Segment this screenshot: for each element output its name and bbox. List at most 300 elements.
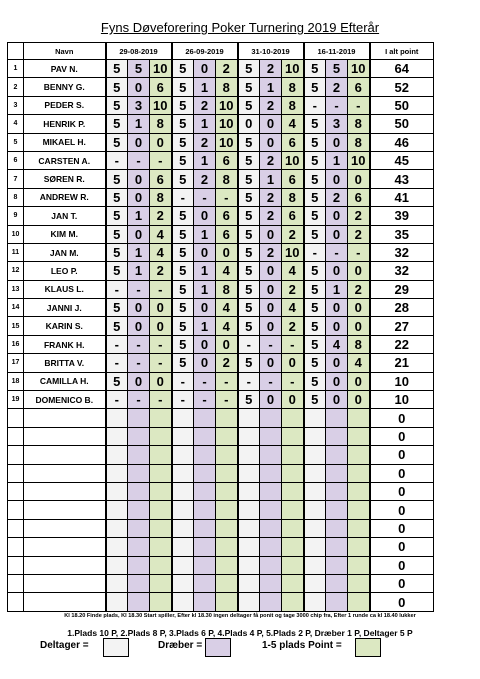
killer-points-cell xyxy=(128,519,150,537)
killer-points-cell: 3 xyxy=(128,96,150,114)
participant-points-cell: 5 xyxy=(304,115,326,133)
killer-points-cell: 2 xyxy=(194,170,216,188)
killer-points-cell: 2 xyxy=(194,96,216,114)
participant-points-cell: - xyxy=(106,151,128,169)
killer-points-cell: - xyxy=(194,391,216,409)
legend-participant-label: Deltager = xyxy=(40,640,89,651)
empty-row xyxy=(8,519,434,537)
total-points: 43 xyxy=(370,170,434,188)
player-name: FRANK H. xyxy=(24,335,106,353)
participant-points-cell xyxy=(106,574,128,592)
player-row xyxy=(8,335,434,353)
killer-points-cell xyxy=(260,556,282,574)
killer-points-cell xyxy=(194,538,216,556)
place-points-cell: 10 xyxy=(216,115,238,133)
place-points-cell: 4 xyxy=(282,115,304,133)
player-name: DOMENICO B. xyxy=(24,391,106,409)
killer-points-cell: 0 xyxy=(260,133,282,151)
place-points-cell: 4 xyxy=(216,262,238,280)
empty-row xyxy=(8,574,434,592)
player-name: HENRIK P. xyxy=(24,115,106,133)
place-points-cell xyxy=(150,593,172,611)
place-points-cell xyxy=(282,593,304,611)
place-points-cell: 2 xyxy=(216,60,238,78)
killer-points-cell xyxy=(128,593,150,611)
participant-points-cell: 5 xyxy=(238,262,260,280)
killer-points-cell: 0 xyxy=(128,225,150,243)
row-index: 2 xyxy=(8,78,24,96)
player-row xyxy=(8,317,434,335)
place-points-cell xyxy=(282,538,304,556)
participant-points-cell: 5 xyxy=(304,60,326,78)
participant-points-cell: 0 xyxy=(238,115,260,133)
killer-points-cell xyxy=(128,409,150,427)
place-points-cell: 0 xyxy=(282,391,304,409)
participant-points-cell xyxy=(172,593,194,611)
player-name xyxy=(24,501,106,519)
player-name: PAV N. xyxy=(24,60,106,78)
player-row xyxy=(8,78,434,96)
legend-place-points-swatch xyxy=(355,638,381,657)
participant-points-cell: 5 xyxy=(304,317,326,335)
row-index: 11 xyxy=(8,243,24,261)
empty-row xyxy=(8,427,434,445)
participant-points-cell xyxy=(106,464,128,482)
participant-points-cell: 5 xyxy=(238,225,260,243)
player-name xyxy=(24,446,106,464)
participant-points-cell xyxy=(172,464,194,482)
participant-points-cell: 5 xyxy=(172,299,194,317)
participant-points-cell: - xyxy=(172,188,194,206)
total-points: 50 xyxy=(370,115,434,133)
killer-points-cell xyxy=(260,593,282,611)
player-name: BRITTA V. xyxy=(24,354,106,372)
place-points-cell: 6 xyxy=(216,225,238,243)
participant-points-cell xyxy=(304,538,326,556)
killer-points-cell: - xyxy=(128,354,150,372)
participant-points-cell: 5 xyxy=(172,96,194,114)
killer-points-cell: 1 xyxy=(194,151,216,169)
total-points: 29 xyxy=(370,280,434,298)
total-points: 22 xyxy=(370,335,434,353)
killer-points-cell xyxy=(326,593,348,611)
place-points-cell: 8 xyxy=(282,78,304,96)
killer-points-cell: 0 xyxy=(326,207,348,225)
participant-points-cell: 5 xyxy=(238,299,260,317)
player-row xyxy=(8,225,434,243)
place-points-cell: 6 xyxy=(282,133,304,151)
killer-points-cell xyxy=(260,519,282,537)
place-points-cell: 2 xyxy=(348,280,370,298)
player-name: KLAUS L. xyxy=(24,280,106,298)
participant-points-cell: 5 xyxy=(304,188,326,206)
total-points: 32 xyxy=(370,243,434,261)
row-index: 9 xyxy=(8,207,24,225)
total-points: 0 xyxy=(370,464,434,482)
participant-points-cell: 5 xyxy=(304,133,326,151)
participant-points-cell xyxy=(172,482,194,500)
place-points-cell xyxy=(150,501,172,519)
place-points-cell xyxy=(348,538,370,556)
total-points: 35 xyxy=(370,225,434,243)
player-name: LEO P. xyxy=(24,262,106,280)
killer-points-cell xyxy=(326,446,348,464)
place-points-cell: 10 xyxy=(282,60,304,78)
participant-points-cell xyxy=(106,593,128,611)
place-points-cell: 2 xyxy=(282,280,304,298)
killer-points-cell xyxy=(326,409,348,427)
killer-points-cell: 4 xyxy=(326,335,348,353)
killer-points-cell xyxy=(194,427,216,445)
place-points-cell xyxy=(216,501,238,519)
total-points: 39 xyxy=(370,207,434,225)
place-points-cell xyxy=(348,482,370,500)
killer-points-cell: 2 xyxy=(194,133,216,151)
place-points-cell: 4 xyxy=(282,299,304,317)
place-points-cell: 8 xyxy=(216,78,238,96)
player-row xyxy=(8,115,434,133)
place-points-cell: 6 xyxy=(282,170,304,188)
header-date-1: 29-08-2019 xyxy=(106,43,172,60)
place-points-cell xyxy=(282,409,304,427)
player-name xyxy=(24,556,106,574)
total-points: 0 xyxy=(370,574,434,592)
participant-points-cell xyxy=(106,501,128,519)
place-points-cell: 0 xyxy=(216,243,238,261)
participant-points-cell xyxy=(172,538,194,556)
killer-points-cell: 2 xyxy=(260,188,282,206)
killer-points-cell: 1 xyxy=(128,262,150,280)
participant-points-cell: - xyxy=(304,243,326,261)
place-points-cell: 0 xyxy=(150,133,172,151)
row-index: 16 xyxy=(8,335,24,353)
killer-points-cell: 1 xyxy=(194,280,216,298)
place-points-cell xyxy=(216,446,238,464)
place-points-cell: 6 xyxy=(150,170,172,188)
player-name xyxy=(24,538,106,556)
participant-points-cell xyxy=(172,574,194,592)
row-index xyxy=(8,593,24,611)
place-points-cell xyxy=(150,446,172,464)
killer-points-cell: 0 xyxy=(194,354,216,372)
total-points: 64 xyxy=(370,60,434,78)
killer-points-cell: 0 xyxy=(128,170,150,188)
participant-points-cell: 5 xyxy=(238,133,260,151)
participant-points-cell xyxy=(238,446,260,464)
player-name: JAN T. xyxy=(24,207,106,225)
place-points-cell: 8 xyxy=(282,188,304,206)
place-points-cell: 0 xyxy=(150,299,172,317)
participant-points-cell: 5 xyxy=(238,207,260,225)
participant-points-cell xyxy=(238,574,260,592)
total-points: 0 xyxy=(370,427,434,445)
killer-points-cell: 0 xyxy=(326,133,348,151)
killer-points-cell: - xyxy=(128,391,150,409)
place-points-cell xyxy=(282,519,304,537)
row-index: 6 xyxy=(8,151,24,169)
killer-points-cell: 0 xyxy=(194,299,216,317)
participant-points-cell: 5 xyxy=(106,207,128,225)
place-points-cell: 0 xyxy=(348,317,370,335)
participant-points-cell: 5 xyxy=(106,60,128,78)
participant-points-cell xyxy=(304,556,326,574)
killer-points-cell: 0 xyxy=(128,317,150,335)
total-points: 0 xyxy=(370,446,434,464)
player-name xyxy=(24,593,106,611)
participant-points-cell: 5 xyxy=(172,262,194,280)
killer-points-cell: - xyxy=(128,335,150,353)
player-row xyxy=(8,170,434,188)
player-row xyxy=(8,207,434,225)
player-name: JAN M. xyxy=(24,243,106,261)
killer-points-cell: - xyxy=(260,372,282,390)
killer-points-cell: - xyxy=(326,243,348,261)
killer-points-cell xyxy=(194,519,216,537)
place-points-cell xyxy=(282,427,304,445)
header-date-2: 26-09-2019 xyxy=(172,43,238,60)
header-index xyxy=(8,43,24,60)
place-points-cell: 8 xyxy=(348,335,370,353)
place-points-cell xyxy=(150,482,172,500)
place-points-cell: 8 xyxy=(282,96,304,114)
killer-points-cell: 0 xyxy=(326,225,348,243)
participant-points-cell xyxy=(172,519,194,537)
killer-points-cell xyxy=(194,409,216,427)
killer-points-cell: 1 xyxy=(194,317,216,335)
place-points-cell xyxy=(216,464,238,482)
killer-points-cell: 1 xyxy=(260,78,282,96)
participant-points-cell: 5 xyxy=(106,299,128,317)
killer-points-cell xyxy=(194,556,216,574)
total-points: 28 xyxy=(370,299,434,317)
killer-points-cell: 0 xyxy=(194,243,216,261)
place-points-cell: 2 xyxy=(150,207,172,225)
place-points-cell: - xyxy=(216,188,238,206)
participant-points-cell xyxy=(304,482,326,500)
participant-points-cell: 5 xyxy=(106,262,128,280)
place-points-cell xyxy=(348,446,370,464)
participant-points-cell xyxy=(238,519,260,537)
participant-points-cell: 5 xyxy=(304,225,326,243)
participant-points-cell: 5 xyxy=(238,151,260,169)
participant-points-cell xyxy=(172,409,194,427)
killer-points-cell: 1 xyxy=(128,115,150,133)
place-points-cell xyxy=(348,519,370,537)
participant-points-cell: 5 xyxy=(238,391,260,409)
place-points-cell: 6 xyxy=(348,188,370,206)
participant-points-cell: - xyxy=(106,391,128,409)
player-row xyxy=(8,60,434,78)
participant-points-cell xyxy=(304,501,326,519)
place-points-cell: 0 xyxy=(348,299,370,317)
killer-points-cell xyxy=(128,538,150,556)
row-index xyxy=(8,519,24,537)
killer-points-cell: 0 xyxy=(260,317,282,335)
place-points-cell: - xyxy=(150,335,172,353)
place-points-cell: 0 xyxy=(216,335,238,353)
row-index: 15 xyxy=(8,317,24,335)
place-points-cell xyxy=(348,556,370,574)
header-name: Navn xyxy=(24,43,106,60)
killer-points-cell: - xyxy=(326,96,348,114)
participant-points-cell: 5 xyxy=(172,354,194,372)
killer-points-cell xyxy=(128,501,150,519)
player-row xyxy=(8,243,434,261)
empty-row xyxy=(8,482,434,500)
killer-points-cell: 1 xyxy=(194,115,216,133)
place-points-cell: 10 xyxy=(150,96,172,114)
place-points-cell xyxy=(216,427,238,445)
killer-points-cell: 1 xyxy=(128,207,150,225)
place-points-cell xyxy=(150,538,172,556)
participant-points-cell: 5 xyxy=(106,170,128,188)
player-name: BENNY G. xyxy=(24,78,106,96)
total-points: 45 xyxy=(370,151,434,169)
legend-killer-label: Dræber = xyxy=(158,640,203,651)
place-points-cell: - xyxy=(348,243,370,261)
header-date-4: 16-11-2019 xyxy=(304,43,370,60)
killer-points-cell xyxy=(194,464,216,482)
points-rule: 1.Plads 10 P, 2.Plads 8 P, 3.Plads 6 P, 4.Plads 4 P, 5.Plads 2 P, Dræber 1 P, Deltager 5 P xyxy=(67,628,413,638)
killer-points-cell: 0 xyxy=(194,207,216,225)
place-points-cell: 10 xyxy=(216,133,238,151)
empty-row xyxy=(8,556,434,574)
place-points-cell xyxy=(348,464,370,482)
total-points: 52 xyxy=(370,78,434,96)
participant-points-cell xyxy=(238,593,260,611)
killer-points-cell xyxy=(326,464,348,482)
participant-points-cell: 5 xyxy=(172,170,194,188)
place-points-cell: 10 xyxy=(348,60,370,78)
killer-points-cell xyxy=(326,519,348,537)
place-points-cell xyxy=(216,538,238,556)
total-points: 27 xyxy=(370,317,434,335)
place-points-cell xyxy=(348,427,370,445)
participant-points-cell xyxy=(238,538,260,556)
place-points-cell: 6 xyxy=(348,78,370,96)
footnote: Kl 18.20 Finde plads, Kl 18.30 Start spiller, Efter kl 18.30 ingen deltager få ponit og tage 3000 chip fra, Efter 1 runde ca kl 18.40 lukker xyxy=(64,613,416,619)
killer-points-cell: 1 xyxy=(194,225,216,243)
participant-points-cell xyxy=(304,446,326,464)
total-points: 0 xyxy=(370,409,434,427)
place-points-cell: 8 xyxy=(216,170,238,188)
place-points-cell: 10 xyxy=(282,151,304,169)
place-points-cell: 0 xyxy=(348,391,370,409)
empty-row xyxy=(8,593,434,611)
participant-points-cell: 5 xyxy=(238,243,260,261)
participant-points-cell: 5 xyxy=(304,280,326,298)
participant-points-cell: 5 xyxy=(172,133,194,151)
player-name xyxy=(24,519,106,537)
participant-points-cell xyxy=(106,409,128,427)
player-name: PEDER S. xyxy=(24,96,106,114)
killer-points-cell xyxy=(128,427,150,445)
killer-points-cell: 1 xyxy=(326,151,348,169)
killer-points-cell: 0 xyxy=(260,115,282,133)
row-index: 18 xyxy=(8,372,24,390)
legend-killer-swatch xyxy=(205,638,231,657)
participant-points-cell xyxy=(304,574,326,592)
participant-points-cell: 5 xyxy=(238,96,260,114)
killer-points-cell xyxy=(128,446,150,464)
participant-points-cell xyxy=(106,446,128,464)
place-points-cell: 8 xyxy=(150,188,172,206)
place-points-cell xyxy=(150,464,172,482)
place-points-cell xyxy=(216,574,238,592)
place-points-cell xyxy=(348,409,370,427)
participant-points-cell: 5 xyxy=(238,170,260,188)
player-name: ANDREW R. xyxy=(24,188,106,206)
killer-points-cell xyxy=(194,446,216,464)
participant-points-cell: 5 xyxy=(106,317,128,335)
row-index xyxy=(8,501,24,519)
player-row xyxy=(8,280,434,298)
killer-points-cell: 0 xyxy=(260,354,282,372)
killer-points-cell: 0 xyxy=(128,372,150,390)
participant-points-cell: 5 xyxy=(304,170,326,188)
participant-points-cell: 5 xyxy=(304,262,326,280)
participant-points-cell: 5 xyxy=(238,60,260,78)
legend-place-points-label: 1-5 plads Point = xyxy=(262,640,342,651)
participant-points-cell xyxy=(304,464,326,482)
player-row xyxy=(8,262,434,280)
participant-points-cell xyxy=(238,427,260,445)
participant-points-cell: 5 xyxy=(304,78,326,96)
participant-points-cell: 5 xyxy=(304,391,326,409)
place-points-cell: 0 xyxy=(150,372,172,390)
killer-points-cell xyxy=(260,501,282,519)
participant-points-cell: 5 xyxy=(106,372,128,390)
participant-points-cell: - xyxy=(106,280,128,298)
killer-points-cell: 0 xyxy=(326,372,348,390)
participant-points-cell xyxy=(106,538,128,556)
participant-points-cell: 5 xyxy=(304,299,326,317)
player-name: CAMILLA H. xyxy=(24,372,106,390)
killer-points-cell: 2 xyxy=(260,243,282,261)
killer-points-cell xyxy=(326,501,348,519)
place-points-cell: - xyxy=(282,372,304,390)
killer-points-cell: 0 xyxy=(260,225,282,243)
total-points: 41 xyxy=(370,188,434,206)
player-row xyxy=(8,96,434,114)
player-row xyxy=(8,372,434,390)
player-name: JANNI J. xyxy=(24,299,106,317)
killer-points-cell: 0 xyxy=(128,299,150,317)
place-points-cell: 10 xyxy=(282,243,304,261)
killer-points-cell xyxy=(260,482,282,500)
place-points-cell: 4 xyxy=(216,317,238,335)
row-index: 14 xyxy=(8,299,24,317)
player-name: SØREN R. xyxy=(24,170,106,188)
killer-points-cell: - xyxy=(194,372,216,390)
participant-points-cell: 5 xyxy=(106,78,128,96)
player-name xyxy=(24,427,106,445)
killer-points-cell xyxy=(326,538,348,556)
row-index xyxy=(8,574,24,592)
participant-points-cell xyxy=(106,427,128,445)
participant-points-cell: 5 xyxy=(304,354,326,372)
participant-points-cell: - xyxy=(172,372,194,390)
place-points-cell xyxy=(150,427,172,445)
place-points-cell xyxy=(282,574,304,592)
place-points-cell: 0 xyxy=(348,372,370,390)
participant-points-cell: - xyxy=(172,391,194,409)
participant-points-cell xyxy=(238,482,260,500)
header-total: I alt point xyxy=(370,43,434,60)
participant-points-cell xyxy=(304,593,326,611)
killer-points-cell: 0 xyxy=(128,188,150,206)
total-points: 0 xyxy=(370,482,434,500)
